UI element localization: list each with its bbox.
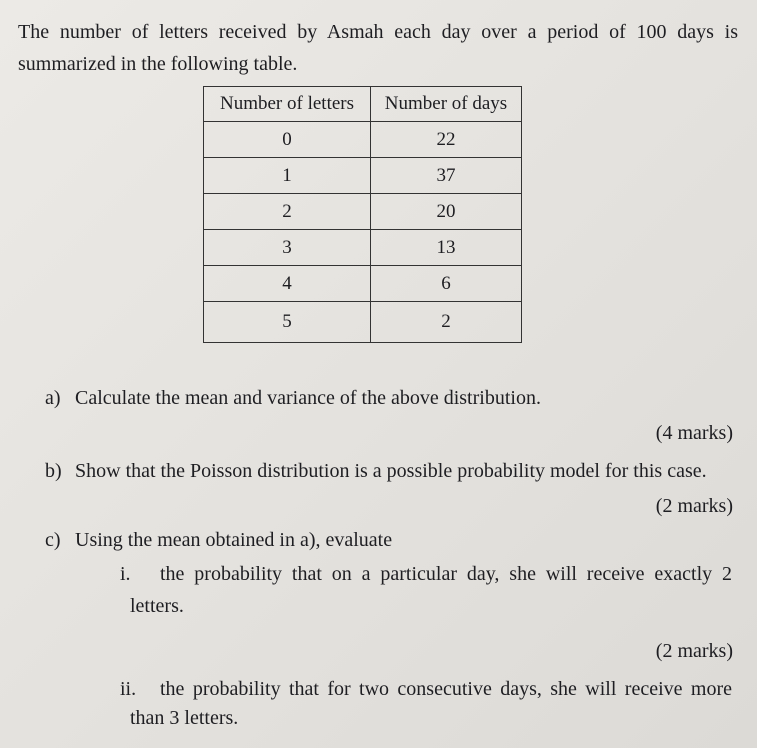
cell-days: 37 <box>371 158 522 194</box>
cell-letters: 1 <box>204 158 371 194</box>
cell-days: 6 <box>371 266 522 302</box>
table-row <box>204 122 522 158</box>
cell-letters: 5 <box>204 302 371 343</box>
question-c-i-marks: (2 marks) <box>655 640 733 662</box>
cell-letters: 2 <box>204 194 371 230</box>
question-c-i-line1: the probability that on a particular day, she will receive exactly 2 <box>160 563 732 585</box>
cell-days: 13 <box>371 230 522 266</box>
question-b-marks: (2 marks) <box>655 495 733 517</box>
header-letters: Number of letters <box>204 87 371 122</box>
table-row <box>204 158 522 194</box>
cell-days: 2 <box>371 302 522 343</box>
table-row <box>204 230 522 266</box>
question-c-label: c) <box>45 529 61 551</box>
question-a-marks: (4 marks) <box>655 422 733 444</box>
cell-letters: 0 <box>204 122 371 158</box>
table-row <box>204 194 522 230</box>
question-c-ii-label: ii. <box>120 678 137 700</box>
question-c-text: Using the mean obtained in a), evaluate <box>75 529 393 551</box>
intro-line-2: summarized in the following table. <box>18 53 298 75</box>
intro-line-1: The number of letters received by Asmah each day over a period of 100 days is <box>18 21 738 43</box>
cell-letters: 4 <box>204 266 371 302</box>
question-a-label: a) <box>45 387 61 409</box>
question-c-i-line2: letters. <box>130 595 184 617</box>
question-b-text: Show that the Poisson distribution is a possible probability model for this case. <box>75 460 707 482</box>
question-c-i-label: i. <box>120 563 131 585</box>
question-a-text: Calculate the mean and variance of the above distribution. <box>75 387 541 409</box>
cell-days: 22 <box>371 122 522 158</box>
table-header-row <box>204 87 522 122</box>
letters-table <box>203 86 522 343</box>
header-days: Number of days <box>371 87 522 122</box>
question-c-ii-line2: than 3 letters. <box>130 707 239 729</box>
cell-letters: 3 <box>204 230 371 266</box>
cell-days: 20 <box>371 194 522 230</box>
table-row <box>204 302 522 343</box>
question-b-label: b) <box>45 460 62 482</box>
question-c-ii-line1: the probability that for two consecutive days, she will receive more <box>160 678 732 700</box>
table-row <box>204 266 522 302</box>
